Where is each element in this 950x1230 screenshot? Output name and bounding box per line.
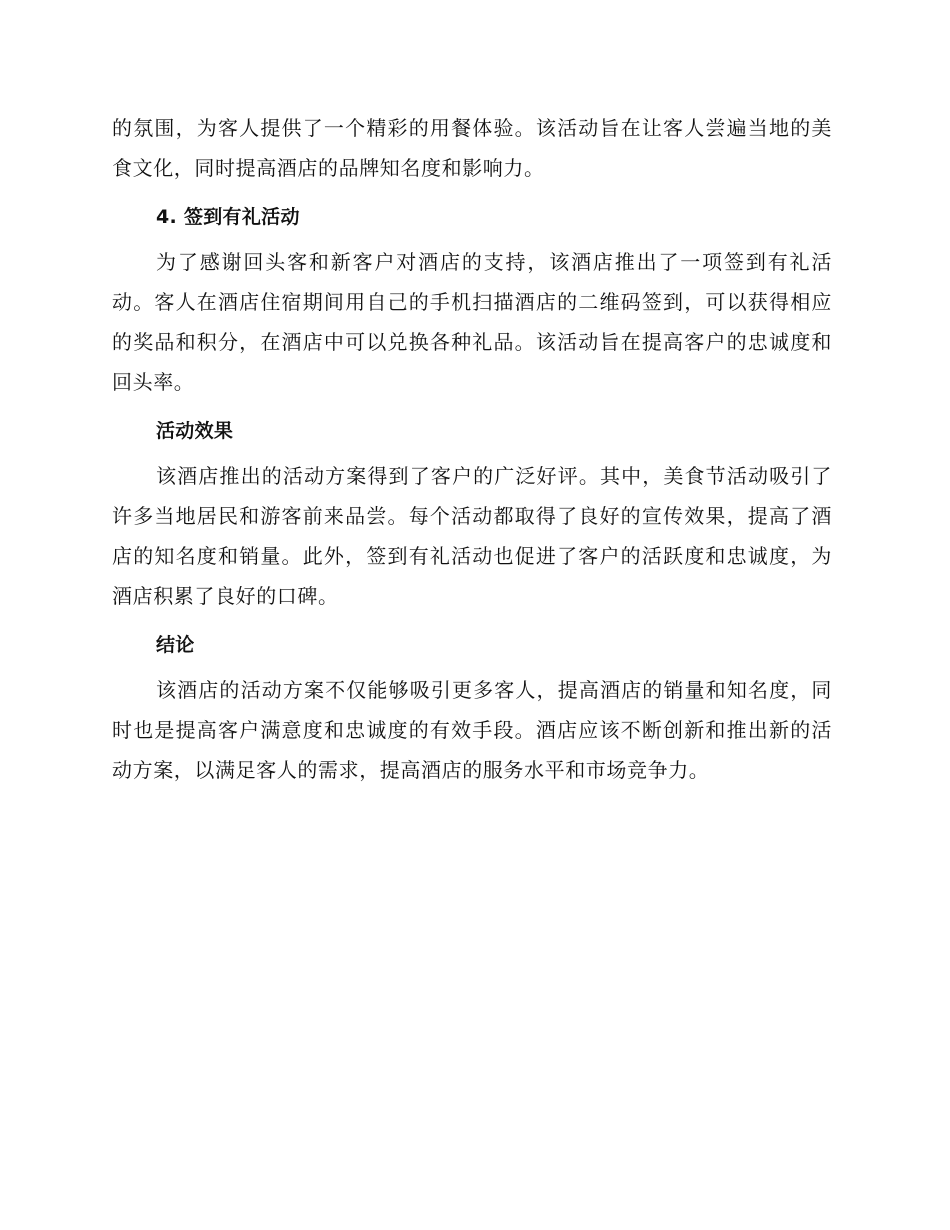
heading-activity-effect: 活动效果 <box>156 420 234 442</box>
paragraph-conclusion: 该酒店的活动方案不仅能够吸引更多客人，提高酒店的销量和知名度，同时也是提高客户满意度和忠诚度的有效手段。酒店应该不断创新和推出新的活动方案，以满足客人的需求，提高酒店的服务水平和市场竞争力。 <box>112 678 832 782</box>
heading-checkin-activity: 4. 签到有礼活动 <box>156 206 300 228</box>
paragraph-continued-intro: 的氛围，为客人提供了一个精彩的用餐体验。该活动旨在让客人尝遍当地的美食文化，同时提高酒店的品牌知名度和影响力。 <box>112 116 832 180</box>
document-page <box>112 108 832 790</box>
paragraph-checkin-activity: 为了感谢回头客和新客户对酒店的支持，该酒店推出了一项签到有礼活动。客人在酒店住宿期间用自己的手机扫描酒店的二维码签到，可以获得相应的奖品和积分，在酒店中可以兑换各种礼品。该活动旨在提高客户的忠诚度和回头率。 <box>112 250 832 394</box>
paragraph-activity-effect: 该酒店推出的活动方案得到了客户的广泛好评。其中，美食节活动吸引了许多当地居民和游客前来品尝。每个活动都取得了良好的宣传效果，提高了酒店的知名度和销量。此外，签到有礼活动也促进了客户的活跃度和忠诚度，为酒店积累了良好的口碑。 <box>112 464 832 608</box>
heading-conclusion: 结论 <box>156 634 195 656</box>
